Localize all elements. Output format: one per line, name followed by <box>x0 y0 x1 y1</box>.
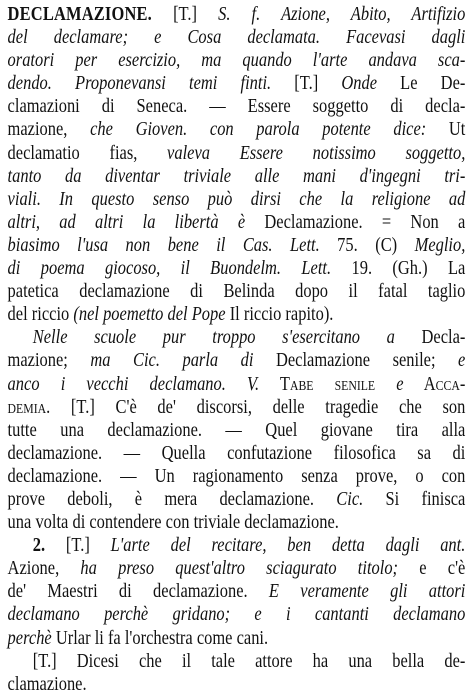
text-line: patetica declamazione di Belinda dopo il fatal taglio <box>7 281 466 303</box>
text-line: [T.] Dicesi che il tale attore ha una bella de- <box>32 650 466 672</box>
text-line: tutte una declamazione. — Quel giovane tira alla <box>7 419 466 441</box>
text-line: biasimo l'usa non bene il Cas. Lett. 75. (C) Meglio, <box>7 234 466 256</box>
sense-number: 2. <box>32 535 46 557</box>
text-line: 2. [T.] L'arte del recitare, ben detta dagli ant. <box>32 535 466 557</box>
text-line: viali. In questo senso può dirsi che la religione ad <box>7 188 466 210</box>
entry-paragraph-4 <box>8 650 466 696</box>
text-line: mazione, che Gioven. con parola potente dice: Ut <box>7 119 466 141</box>
text-line: declamatio fias, valeva Essere notissimo soggetto, <box>7 142 466 164</box>
text-line: dendo. Proponevansi temi finti. [T.] Onde Le De- <box>7 73 466 95</box>
text-line: altri, ad altri la libertà è Declamazione. = Non a <box>7 211 466 233</box>
text-line: declamazione. — Quella confutazione filosofica sa di <box>7 442 466 464</box>
text-line: prove deboli, è mera declamazione. Cic. Si finisca <box>7 488 466 510</box>
text-line: DECLAMAZIONE. [T.] S. f. Azione, Abito, Artifizio <box>7 4 466 25</box>
text-line: perchè Urlar li fa l'orchestra come cani. <box>7 627 269 649</box>
text-line: mazione; ma Cic. parla di Declamazione senile; e <box>7 350 466 372</box>
entry-sense-2 <box>8 534 466 649</box>
text-line: demia. [T.] C'è de' discorsi, delle tragedie che son <box>7 396 466 418</box>
text-line: una volta di contendere con triviale declamazione. <box>7 512 339 534</box>
text-line: anco i vecchi declamano. V. Tabe senile e Acca- <box>7 373 466 395</box>
text-line: Nelle scuole pur troppo s'esercitano a Decla- <box>32 327 466 349</box>
text-line: oratori per esercizio, ma quando l'arte andava sca- <box>7 50 466 72</box>
text-line: clamazioni di Seneca. — Essere soggetto di decla- <box>7 96 466 118</box>
text-line: de' Maestri di declamazione. E veramente gli attori <box>7 581 466 603</box>
headword: DECLAMAZIONE. <box>7 4 152 25</box>
text-line: declamano perchè gridano; e i cantanti declamano <box>7 604 466 626</box>
text-line: Azione, ha preso quest'altro sciagurato titolo; e c'è <box>7 558 466 580</box>
text-line: declamazione. — Un ragionamento senza prove, o con <box>7 465 466 487</box>
text-line: del riccio (nel poemetto del Pope Il riccio rapito). <box>7 304 334 326</box>
text-line: di poema giocoso, il Buondelm. Lett. 19. (Gh.) La <box>7 258 466 280</box>
text-line: tanto da diventar triviale alle mani d'ingegni tri- <box>7 165 466 187</box>
text-line: del declamare; e Cosa declamata. Facevasi dagli <box>7 27 466 49</box>
text-line: clamazione. <box>7 673 87 695</box>
entry-paragraph-2 <box>8 326 466 534</box>
entry-definition <box>8 3 466 326</box>
